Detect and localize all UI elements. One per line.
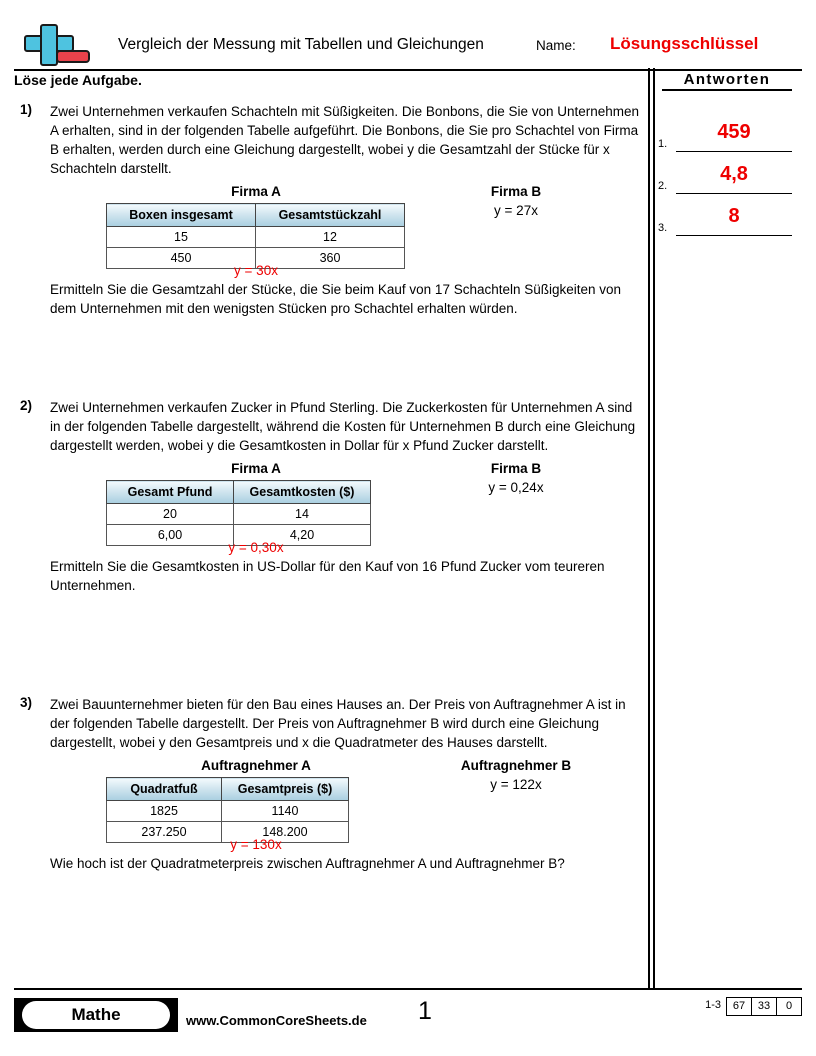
answer-value[interactable]: 4,8 <box>676 159 792 194</box>
site-url[interactable]: www.CommonCoreSheets.de <box>186 1013 367 1028</box>
firm-a-title: Firma A <box>231 461 281 476</box>
answers-panel-heading: Antworten <box>662 71 792 91</box>
equation-b: y = 122x <box>490 777 542 792</box>
firm-a-title: Auftragnehmer A <box>201 758 311 773</box>
table-header-row <box>107 204 405 227</box>
question-3 <box>14 695 646 873</box>
column-header: Gesamt Pfund <box>107 481 234 504</box>
vertical-divider-right <box>653 68 655 988</box>
question-2 <box>14 398 646 595</box>
table-cell: 6,00 <box>107 525 234 546</box>
answer-row <box>658 152 798 194</box>
question-number: 3) <box>20 695 33 710</box>
question-followup: Wie hoch ist der Quadratmeterpreis zwischen Auftragnehmer A und Auftragnehmer B? <box>50 856 565 871</box>
answer-row <box>658 110 798 152</box>
table-cell: 360 <box>256 248 405 269</box>
page-footer <box>14 995 802 1041</box>
name-label: Name: <box>536 38 576 53</box>
answer-value[interactable]: 8 <box>676 201 792 236</box>
table-header-row <box>107 481 371 504</box>
answer-value[interactable]: 459 <box>676 117 792 152</box>
table-cell: 20 <box>107 504 234 525</box>
score-cell: 33 <box>751 997 777 1016</box>
plus-minus-icon <box>14 22 106 68</box>
table-row <box>107 504 371 525</box>
equation-b: y = 27x <box>494 203 538 218</box>
column-header: Gesamtstückzahl <box>256 204 405 227</box>
data-table <box>106 203 405 269</box>
answer-number: 2. <box>658 180 668 192</box>
table-cell: 148.200 <box>222 822 349 843</box>
page-number: 1 <box>418 997 432 1025</box>
instruction-text: Löse jede Aufgabe. <box>14 72 142 88</box>
equation-a: y = 130x <box>230 837 282 852</box>
column-header: Gesamtkosten ($) <box>234 481 371 504</box>
table-cell: 1140 <box>222 801 349 822</box>
column-header: Boxen insgesamt <box>107 204 256 227</box>
table-cell: 12 <box>256 227 405 248</box>
answer-row <box>658 194 798 236</box>
table-cell: 1825 <box>107 801 222 822</box>
equation-a: y = 30x <box>234 263 278 278</box>
data-table <box>106 777 349 843</box>
question-text: Zwei Unternehmen verkaufen Zucker in Pfund Sterling. Die Zuckerkosten für Unternehmen A sind in der folgenden Tabelle dargestellt, während die Kosten für Unternehmen B durch eine Gleichung dargestellt werden, wobei y die Gesamtkosten in Dollar für x Pfund Zucker darstellt. <box>50 400 636 453</box>
page-header <box>14 18 802 68</box>
score-range: 1-3 <box>705 999 721 1011</box>
table-cell: 15 <box>107 227 256 248</box>
question-text: Zwei Bauunternehmer bieten für den Bau eines Hauses an. Der Preis von Auftragnehmer A ist in der folgenden Tabelle dargestellt. Der Preis von Auftragnehmer B wird durch eine Gleichung dargestellt, wobei y den Gesamtpreis und x die Quadratmeter des Hauses darstellt. <box>50 697 626 750</box>
table-row <box>107 801 349 822</box>
table-header-row <box>107 778 349 801</box>
equation-b: y = 0,24x <box>488 480 544 495</box>
column-header: Quadratfuß <box>107 778 222 801</box>
question-table-block <box>50 461 646 557</box>
firm-b-title: Firma B <box>490 461 542 476</box>
score-cell: 67 <box>726 997 752 1016</box>
subject-badge <box>14 998 178 1032</box>
score-cell: 0 <box>776 997 802 1016</box>
answer-key-badge: Lösungsschlüssel <box>610 34 759 53</box>
table-cell: 237.250 <box>107 822 222 843</box>
question-number: 1) <box>20 102 33 117</box>
subject-label: Mathe <box>22 1001 170 1029</box>
column-header: Gesamtpreis ($) <box>222 778 349 801</box>
table-cell: 4,20 <box>234 525 371 546</box>
question-followup: Ermitteln Sie die Gesamtkosten in US-Dollar für den Kauf von 16 Pfund Zucker vom teureren Unternehmen. <box>50 559 605 593</box>
footer-divider <box>14 988 802 990</box>
page-title: Vergleich der Messung mit Tabellen und Gleichungen <box>118 36 484 53</box>
answer-number: 3. <box>658 222 668 234</box>
question-text: Zwei Unternehmen verkaufen Schachteln mit Süßigkeiten. Die Bonbons, die Sie von Unternehmen A erhalten, sind in der folgenden Tabelle aufgeführt. Die Bonbons, die Sie pro Schachtel von Firma B erhalten, werden durch eine Gleichung dargestellt, wobei y die Gesamtzahl der Stücke für x Schachteln darstellt. <box>50 104 640 176</box>
answer-number: 1. <box>658 138 668 150</box>
question-table-block <box>50 184 646 280</box>
question-followup: Ermitteln Sie die Gesamtzahl der Stücke, die Sie beim Kauf von 17 Schachteln Süßigkeiten von dem Unternehmen mit den wenigsten Stücken pro Schachtel erhalten würden. <box>50 282 622 316</box>
table-row <box>107 227 405 248</box>
vertical-divider-left <box>648 68 650 988</box>
answers-panel <box>658 110 798 236</box>
equation-a: y = 0,30x <box>228 540 284 555</box>
firm-b-title: Auftragnehmer B <box>460 758 572 773</box>
score-box <box>705 997 802 1016</box>
table-cell: 14 <box>234 504 371 525</box>
question-number: 2) <box>20 398 33 413</box>
question-1 <box>14 102 646 318</box>
question-table-block <box>50 758 646 854</box>
data-table <box>106 480 371 546</box>
table-cell: 450 <box>107 248 256 269</box>
firm-b-title: Firma B <box>490 184 542 199</box>
firm-a-title: Firma A <box>231 184 281 199</box>
